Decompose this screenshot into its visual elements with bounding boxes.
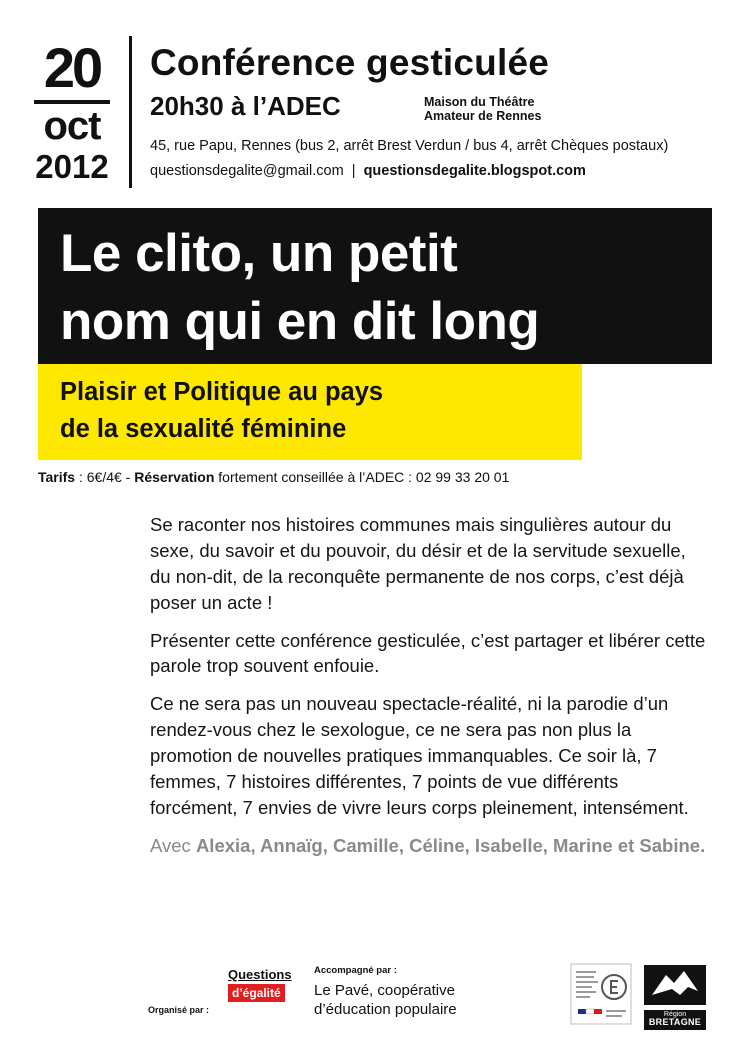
tarifs-prices: : 6€/4€ -	[75, 469, 135, 485]
contact-separator: |	[351, 163, 356, 179]
header-divider	[129, 36, 132, 188]
event-time-venue: 20h30 à l’ADEC	[150, 91, 341, 121]
event-type-title: Conférence gesticulée	[150, 42, 550, 83]
questions-degalite-logo	[228, 968, 290, 1016]
logo-text-top: Questions	[228, 967, 292, 982]
region-bretagne-logo	[644, 965, 706, 1027]
venue-name	[424, 96, 624, 124]
description-paragraph-1: Se raconter nos histoires communes mais singulières autour du sexe, du savoir et du pouvoir, du désir et de la servitude sexuelle, du non-dit, de la reconquête permanente de nos corps, c’est déjà poser un acte !	[150, 514, 686, 613]
date-year: 2012	[35, 148, 109, 185]
logo-text-bottom: d’égalité	[228, 984, 285, 1002]
description-paragraph-2: Présenter cette conférence gesticulée, c’est partager et libérer cette parole trop souvent enfouie.	[150, 629, 706, 677]
reservation-text: fortement conseillée à l’ADEC : 02 99 33 20 01	[214, 469, 510, 485]
region-label-small: Région	[663, 1011, 687, 1018]
credits-names: Alexia, Annaïg, Camille, Céline, Isabelle, Marine et Sabine.	[195, 834, 706, 856]
contact-line	[150, 164, 586, 179]
subtitle-line-2: de la sexualité féminine	[60, 414, 347, 443]
bird-icon	[644, 965, 706, 1005]
date-day: 20	[43, 36, 101, 99]
venue-line-2: Amateur de Rennes	[424, 108, 542, 123]
date-month: oct	[43, 104, 101, 148]
partner-line-2: d’éducation populaire	[314, 1000, 457, 1018]
ministry-logo	[570, 963, 632, 1025]
venue-line-1: Maison du Théâtre	[424, 95, 535, 109]
region-label-big: BRETAGNE	[648, 1017, 702, 1027]
credits-prefix: Avec	[150, 834, 196, 856]
accompanied-by-label: Accompagné par :	[314, 965, 397, 976]
headline	[60, 220, 710, 356]
organised-by-label: Organisé par :	[148, 1005, 210, 1015]
description-paragraph-3: Ce ne sera pas un nouveau spectacle-réalité, ni la parodie d’un rendez-vous chez le sexologue, ce ne sera pas non plus la promotion de nouvelles pratiques immanquables. Ce soir là, 7 femmes, 7 histoires différentes, 7 points de vue différents forcément, 7 envies de vivre leurs corps pleinement, intensément.	[150, 693, 689, 818]
description	[150, 512, 710, 871]
performers-credits	[150, 833, 710, 859]
tarifs-label: Tarifs	[38, 469, 76, 485]
headline-line-1: Le clito, un petit	[60, 224, 458, 283]
partner-line-1: Le Pavé, coopérative	[314, 982, 455, 999]
event-address: 45, rue Papu, Rennes (bus 2, arrêt Brest Verdun / bus 4, arrêt Chèques postaux)	[150, 138, 669, 154]
partner-name	[314, 982, 554, 1020]
headline-line-2: nom qui en dit long	[60, 291, 540, 351]
contact-blog-link[interactable]: questionsdegalite.blogspot.com	[363, 163, 586, 179]
reservation-label: Réservation	[134, 469, 215, 485]
contact-email[interactable]: questionsdegalite@gmail.com	[150, 163, 344, 179]
pricing-line	[38, 470, 509, 484]
subtitle-line-1: Plaisir et Politique au pays	[60, 378, 384, 406]
subtitle	[60, 374, 580, 448]
